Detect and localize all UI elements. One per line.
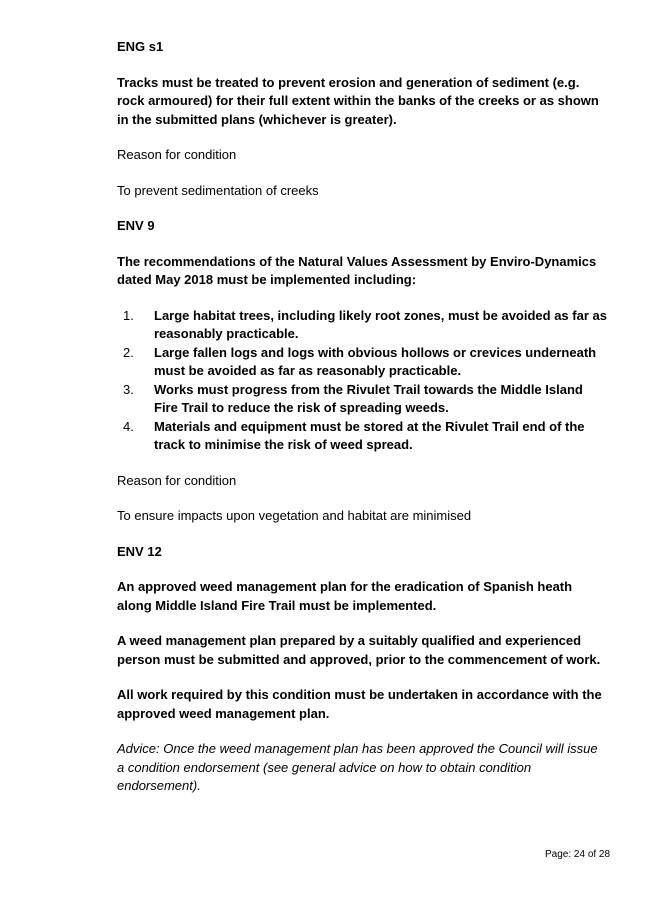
recommendations-list bbox=[117, 307, 607, 455]
section-heading-env9: ENV 9 bbox=[117, 218, 155, 233]
list-number: 4. bbox=[123, 418, 134, 434]
list-number: 3. bbox=[123, 381, 134, 397]
list-item-text: Works must progress from the Rivulet Trail towards the Middle Island Fire Trail to reduce the risk of spreading weeds. bbox=[154, 381, 583, 415]
list-item bbox=[117, 381, 607, 418]
reason-text-env9: To ensure impacts upon vegetation and habitat are minimised bbox=[117, 508, 472, 523]
list-item bbox=[117, 418, 607, 455]
condition-text-env9: The recommendations of the Natural Values Assessment by Enviro-Dynamics dated May 2018 must be implemented including: bbox=[117, 253, 597, 287]
list-item-text: Materials and equipment must be stored at the Rivulet Trail end of the track to minimise the risk of weed spread. bbox=[154, 418, 585, 452]
reason-text-eng-s1: To prevent sedimentation of creeks bbox=[117, 182, 319, 198]
condition-text-env12-para2: A weed management plan prepared by a suitably qualified and experienced person must be submitted and approved, prior to the commencement of work. bbox=[117, 633, 601, 667]
reason-label: Reason for condition bbox=[117, 147, 237, 162]
list-number: 1. bbox=[123, 307, 134, 323]
list-item bbox=[117, 307, 607, 344]
list-item-text: Large habitat trees, including likely root zones, must be avoided as far as reasonably practicable. bbox=[154, 307, 607, 341]
condition-text-eng-s1: Tracks must be treated to prevent erosion and generation of sediment (e.g. rock armoured) for their full extent within the banks of the creeks or as shown in the submitted plans (whichever is greater). bbox=[117, 74, 599, 127]
list-item bbox=[117, 344, 607, 381]
section-heading-env12: ENV 12 bbox=[117, 543, 162, 559]
page-number: Page: 24 of 28 bbox=[545, 849, 611, 860]
condition-text-env12-para3: All work required by this condition must be undertaken in accordance with the approved weed management plan. bbox=[117, 687, 602, 721]
advice-text: Advice: Once the weed management plan has been approved the Council will issue a condition endorsement (see general advice on how to obtain condition endorsement). bbox=[117, 741, 598, 793]
condition-text-env12-para1: An approved weed management plan for the eradication of Spanish heath along Middle Island Fire Trail must be implemented. bbox=[117, 579, 573, 613]
section-heading-eng-s1: ENG s1 bbox=[117, 39, 164, 54]
list-item-text: Large fallen logs and logs with obvious hollows or crevices underneath must be avoided as far as reasonably practicable. bbox=[154, 344, 597, 378]
list-number: 2. bbox=[123, 344, 134, 360]
document-page bbox=[117, 38, 607, 796]
reason-label: Reason for condition bbox=[117, 472, 237, 488]
